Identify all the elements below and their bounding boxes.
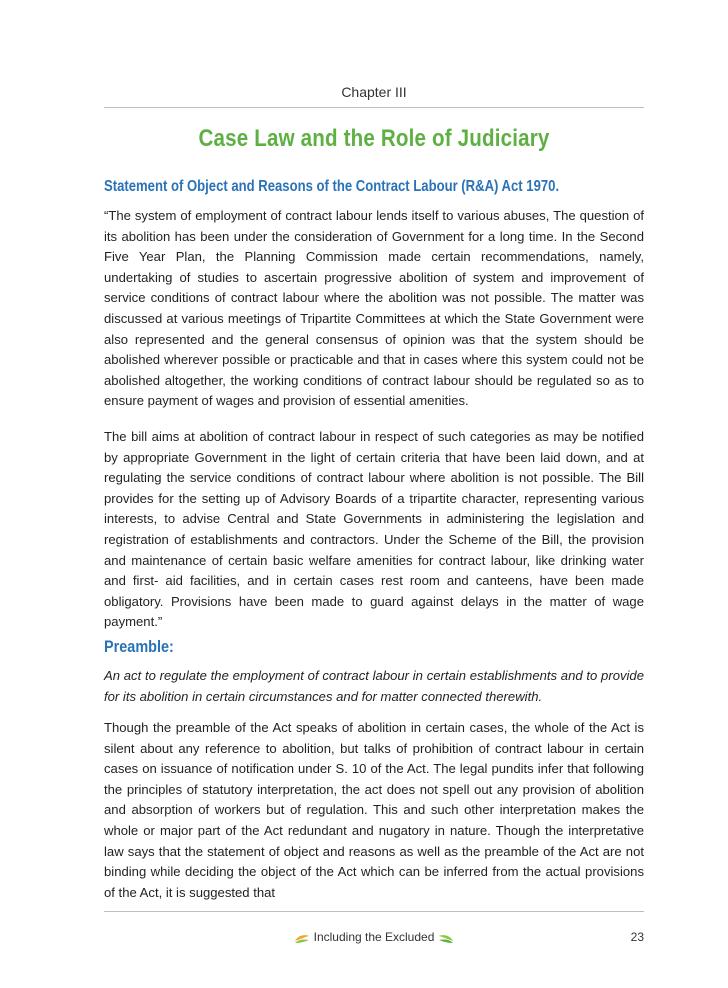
section-heading-preamble: Preamble: <box>104 637 174 656</box>
leaf-right-icon <box>438 933 454 943</box>
footer-branding <box>104 930 644 944</box>
statement-paragraph-2: The bill aims at abolition of contract labour in respect of such categories as may be notified by appropriate Government in the light of certain criteria that have been laid down, and at regulating the service conditions of contract labour where abolition is not possible. The Bill provides for the setting up of Advisory Boards of a tripartite character, representing various interests, to advise Central and State Governments in administering the legislation and registration of establishments and contractors. Under the Scheme of the Bill, the provision and maintenance of certain basic welfare amenities for contract labour, like drinking water and first- aid facilities, and in certain cases rest room and canteens, have been made obligatory. Provisions have been made to guard against delays in the matter of wage payment.” <box>104 429 644 630</box>
page-number: 23 <box>630 930 644 944</box>
footer-rule <box>104 911 644 912</box>
chapter-label: Chapter III <box>341 84 407 100</box>
statement-paragraph-1: “The system of employment of contract labour lends itself to various abuses, The question of its abolition has been under the consideration of Government for a long time. In the Second Five Year Plan, the Planning Commission made certain recommendations, namely, undertaking of studies to ascertain progressive abolition of system and improvement of service conditions of contract labour where the abolition was not possible. The matter was discussed at various meetings of Tripartite Committees at which the State Government were also represented and the general consensus of opinion was that the system should be abolished wherever possible or practicable and that in cases where this system could not be abolished altogether, the working conditions of contract labour should be regulated so as to ensure payment of wages and provision of essential amenities. <box>104 208 644 409</box>
preamble-text: An act to regulate the employment of contract labour in certain establishments and to provide for its abolition in certain circumstances and for matter connected therewith. <box>104 668 644 704</box>
footer-text: Including the Excluded <box>313 930 435 944</box>
section-heading-statement: Statement of Object and Reasons of the Contract Labour (R&A) Act 1970. <box>104 178 560 195</box>
page-footer <box>104 928 644 948</box>
page-title: Case Law and the Role of Judiciary <box>198 125 550 152</box>
header-rule <box>104 107 644 108</box>
leaf-left-icon <box>294 933 310 943</box>
preamble-commentary: Though the preamble of the Act speaks of abolition in certain cases, the whole of the Act is silent about any reference to abolition, but talks of prohibition of contract labour in certain cases on issuance of notification under S. 10 of the Act. The legal pundits infer that following the principles of statutory interpretation, the act does not spell out any provision of abolition and absorption of workers but of regulation. This and such other interpretation makes the whole or major part of the Act redundant and nugatory in nature. Though the interpretative law says that the statement of object and reasons as well as the preamble of the Act are not binding while deciding the object of the Act which can be inferred from the actual provisions of the Act, it is suggested that <box>104 720 644 900</box>
